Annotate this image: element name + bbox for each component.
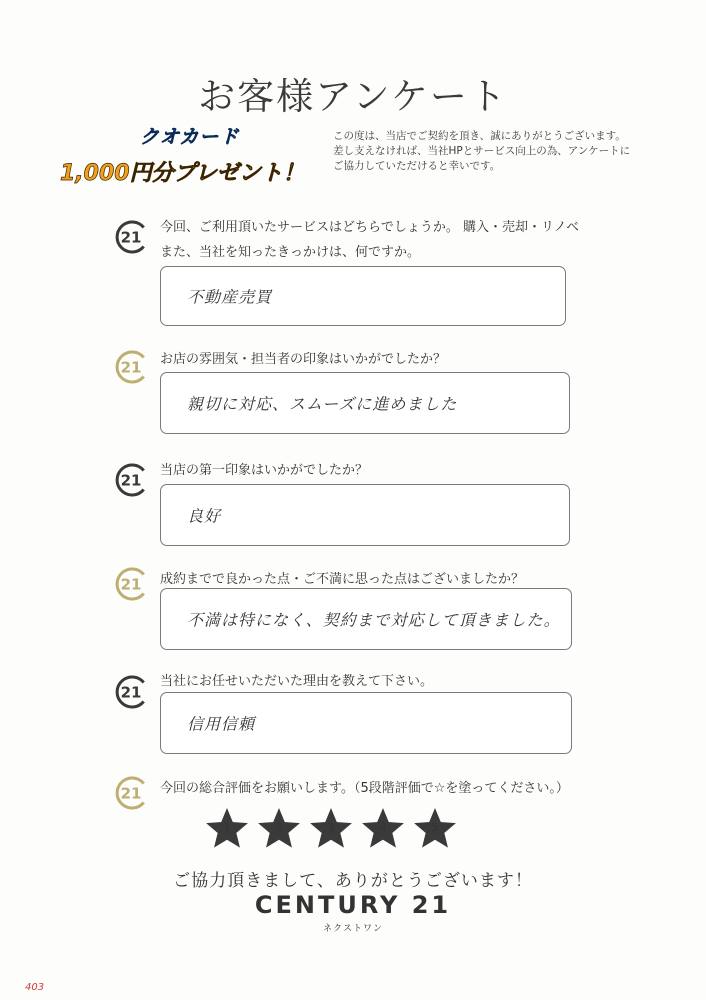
star-icon[interactable] <box>309 808 353 848</box>
century21-badge-icon <box>113 775 149 811</box>
intro-line: ご協力していただけると幸いです。 <box>333 160 501 172</box>
star-icon[interactable] <box>413 808 457 848</box>
badge-label: 21 <box>120 228 142 247</box>
century21-badge-icon <box>113 566 149 602</box>
question-4: 成約までで良かった点・ご不満に思った点はございましたか？ <box>160 572 525 587</box>
rating-stars <box>205 808 465 848</box>
century21-logo: CENTURY 21 <box>254 891 452 919</box>
star-number: 3 <box>327 821 335 834</box>
answer-box-3[interactable] <box>160 484 570 546</box>
question-3: 当店の第一印象はいかがでしたか？ <box>160 463 369 478</box>
answer-4: 不満は特になく、契約まで対応して頂きました。 <box>187 610 561 630</box>
star-icon[interactable] <box>205 808 249 848</box>
answer-box-4[interactable] <box>160 588 572 650</box>
thanks-message: ご協力頂きまして、ありがとうございます！ <box>173 871 533 891</box>
star-icon[interactable] <box>257 808 301 848</box>
question-2: お店の雰囲気・担当者の印象はいかがでしたか？ <box>160 352 447 367</box>
answer-1: 不動産売買 <box>187 287 273 307</box>
century21-badge-icon <box>113 349 149 385</box>
badge-label: 21 <box>120 358 142 377</box>
century21-badge-icon <box>113 674 149 710</box>
page-title: お客様アンケート <box>198 75 508 118</box>
badge-label: 21 <box>120 784 142 803</box>
star-number: 4 <box>379 821 387 834</box>
page-number: 403 <box>25 982 45 993</box>
answer-box-1[interactable] <box>160 266 566 326</box>
question-5: 当社にお任せいただいた理由を教えて下さい。 <box>160 674 434 689</box>
answer-2: 親切に対応、スムーズに進めました <box>187 394 458 414</box>
star-number: 2 <box>275 821 283 834</box>
intro-line: この度は、当店でご契約を頂き、誠にありがとうございます。 <box>333 130 626 142</box>
answer-5: 信用信頼 <box>187 714 256 734</box>
star-icon[interactable] <box>361 808 405 848</box>
badge-label: 21 <box>120 575 142 594</box>
century21-badge-icon <box>113 219 149 255</box>
question-1 <box>160 215 579 265</box>
question-6: 今回の総合評価をお願いします。（5段階評価で☆を塗ってください。） <box>160 781 569 796</box>
promo-quocard-label: クオカード <box>140 126 240 148</box>
star-number: 1 <box>223 821 231 834</box>
star-number: 5 <box>431 821 439 834</box>
badge-label: 21 <box>120 471 142 490</box>
answer-3: 良好 <box>187 506 222 526</box>
badge-label: 21 <box>120 683 142 702</box>
answer-box-5[interactable] <box>160 692 572 754</box>
promo-present-label: 1,000円分プレゼント！ <box>60 161 305 186</box>
question-1-line: また、当社を知ったきっかけは、何ですか。 <box>160 245 421 260</box>
store-name: ネクストワン <box>323 924 383 934</box>
answer-box-2[interactable] <box>160 372 570 434</box>
intro-line: 差し支えなければ、当社HPとサービス向上の為、アンケートに <box>333 145 631 157</box>
intro-text <box>333 129 673 174</box>
question-1-line: 今回、ご利用頂いたサービスはどちらでしょうか。 購入・売却・リノベ <box>160 220 579 235</box>
century21-badge-icon <box>113 462 149 498</box>
